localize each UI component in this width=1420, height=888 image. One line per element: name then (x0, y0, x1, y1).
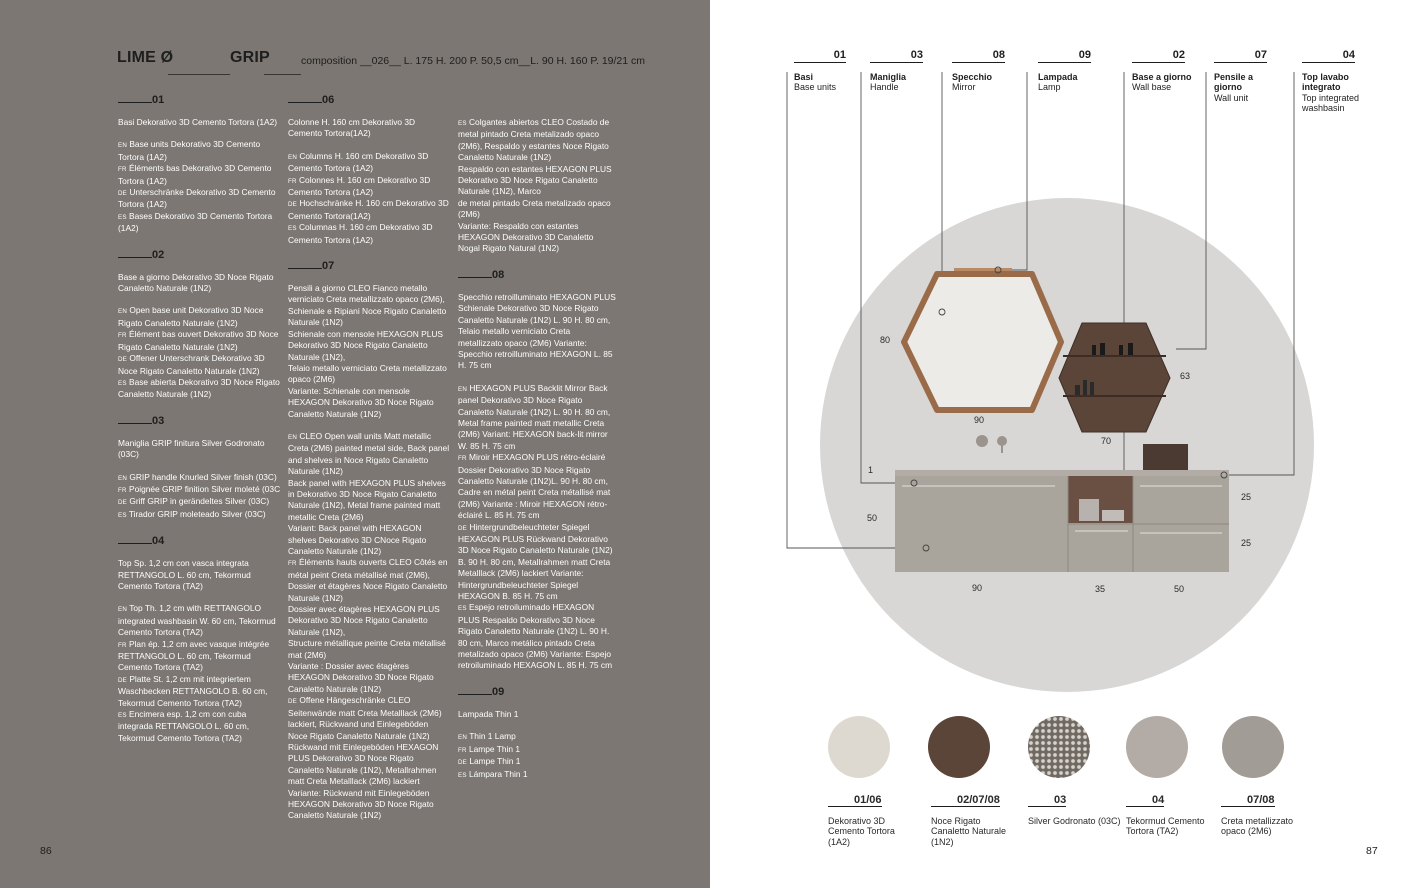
spec-fr: FR Élément bas ouvert Dekorativo 3D Noce Rigato Canaletto Naturale (1N2) (118, 329, 279, 352)
spec-de: DE Hochschränke H. 160 cm Dekorativo 3D Cemento Tortora(1A2) (288, 198, 449, 221)
spec-fr: FR Plan ép. 1,2 cm avec vasque intégrée RETTANGOLO L. 60 cm, Tekormud Cemento Tortora (TA2) (118, 638, 270, 673)
page-number-right: 87 (1366, 845, 1378, 857)
composition-spec: composition __026__ L. 175 H. 200 P. 50,5 cm__L. 90 H. 160 P. 19/21 cm (301, 55, 646, 67)
spec-es: ES Colgantes abiertos CLEO Costado de metal pintado Creta metalizado opaco (2M6), Respaldo y estantes Noce Rigato Canaletto Naturale (1N2) (458, 117, 610, 163)
spec-column-3 (458, 117, 616, 781)
spec-it: Maniglia GRIP finitura Silver Godronato (03C) (118, 437, 265, 460)
dim-unit-height: 63 (1180, 371, 1191, 381)
spec-es: de metal pintado Creta metalizado opaco (2M6) (458, 197, 611, 220)
bottle (1119, 345, 1123, 355)
bottle (1092, 345, 1096, 355)
niche-object (1102, 510, 1124, 521)
swatch-label: 02/07/08 Noce Rigato Canaletto Naturale (1N2) (931, 794, 1007, 847)
swatch-noce-canaletto (928, 716, 990, 778)
tap (976, 435, 988, 447)
spec-de: DE Offene Hängeschränke CLEO Seitenwände matt Creta Metalllack (2M6) lackiert, Rückwand und Einlegeböden Noce Rigato Canaletto Naturale (1N2) Rückwand mit Einlegeböden HEXAGON PLUS Dekorativo 3D Noce Rigato Canaletto Naturale (1N2), Metallrahmen matt Creta Metalllack (2M6) lackiert (288, 695, 442, 787)
hexagon-wall-unit (1059, 323, 1170, 432)
spec-fr: FR Éléments hauts ouverts CLEO Côtés en métal peint Creta métallisé mat (2M6), Dossier et étagères Noce Rigato Canaletto Naturale (1N2) (288, 557, 448, 603)
bottle (1090, 382, 1094, 395)
spec-fr: FR Colonnes H. 160 cm Dekorativo 3D Cemento Tortora (1A2) (288, 174, 431, 198)
spec-it: Base a giorno Dekorativo 3D Noce Rigato Canaletto Naturale (1N2) (118, 271, 274, 294)
spec-en: EN Open base unit Dekorativo 3D Noce Rigato Canaletto Naturale (1N2) (118, 305, 264, 328)
spec-es: ES Encimera esp. 1,2 cm con cuba integrada RETTANGOLO L. 60 cm, Tekormud Cemento Tortora (TA2) (118, 709, 250, 743)
swatch-silver-godronato (1028, 716, 1090, 778)
dim-mirror-width: 90 (974, 415, 985, 425)
spec-es: ES Tirador GRIP moleteado Silver (03C) (118, 508, 266, 519)
label-pensile-a-giorno: 07 Pensile a giorno Wall unit (1214, 49, 1267, 103)
spec-en: EN HEXAGON PLUS Backlit Mirror Back panel Dekorativo 3D Noce Rigato Canaletto Naturale (1N2) L. 90 H. 80 cm, Metal frame painted matt metallic Creta (2M6) Variant: HEXAGON back-lit mirror W. 85 H. 75 cm (458, 382, 611, 451)
heading-rule (118, 102, 152, 103)
label-basi: 01 Basi Base units (794, 49, 846, 92)
section-heading-06: 06 (288, 94, 450, 106)
hexagon-mirror (904, 274, 1061, 410)
dim-drawer-upper: 25 (1241, 492, 1252, 502)
swatch-label: 07/08 Creta metallizzato opaco (2M6) (1221, 794, 1294, 836)
section-heading-08: 08 (458, 269, 616, 281)
swatch-label: 01/06 Dekorativo 3D Cemento Tortora (1A2) (828, 794, 895, 847)
spec-column-2 (288, 94, 450, 822)
spec-es: ES Columnas H. 160 cm Dekorativo 3D Cemento Tortora (1A2) (288, 222, 433, 245)
dim-width-90: 90 (972, 583, 983, 593)
niche-object (1079, 499, 1099, 521)
spec-es: ES Base abierta Dekorativo 3D Noce Rigato Canaletto Naturale (1N2) (118, 376, 280, 400)
swatch-cemento-tortora (828, 716, 890, 778)
swatch-creta-metallizzato (1222, 716, 1284, 778)
spec-en: Back panel with HEXAGON PLUS shelves in Dekorativo 3D Noce Rigato Canaletto Naturale (1N2), Metal frame painted matt metallic Creta (2M6) (288, 477, 446, 522)
spec-en: Variant: Back panel with HEXAGON shelves Dekorativo 3D CNoce Rigato Canaletto Naturale (1N2) (288, 523, 427, 556)
spec-it: Colonne H. 160 cm Dekorativo 3D Cemento Tortora(1A2) (288, 117, 416, 139)
spec-fr: Structure métallique peinte Creta métallisé mat (2M6) (288, 638, 446, 660)
spec-en: EN Columns H. 160 cm Dekorativo 3D Cemento Tortora (1A2) (288, 150, 429, 174)
dim-drawer-lower: 25 (1241, 538, 1252, 548)
spec-en: EN Base units Dekorativo 3D Cemento Tortora (1A2) (118, 139, 261, 162)
spec-de: DE Unterschränke Dekorativo 3D Cemento Tortora (1A2) (118, 187, 276, 210)
label-maniglia: 03 Maniglia Handle (870, 49, 923, 92)
backdrop-circle (820, 198, 1314, 692)
header-rule (264, 74, 301, 75)
bottle (1100, 343, 1105, 355)
tap (1001, 441, 1003, 453)
spec-de: DE Platte St. 1,2 cm mit integriertem Waschbecken RETTANGOLO B. 60 cm, Tekormud Cemento Tortora (TA2) (118, 673, 268, 708)
section-heading-02: 02 (118, 249, 283, 261)
spec-de: DE Lampe Thin 1 (458, 756, 521, 767)
label-top-lavabo: 04 Top lavabo integrato Top integrated washbasin (1302, 49, 1360, 113)
label-specchio: 08 Specchio Mirror (952, 49, 1005, 92)
section-heading-04: 04 (118, 535, 283, 547)
spec-it: Top Sp. 1,2 cm con vasca integrata RETTANGOLO L. 60 cm, Tekormud Cemento Tortora (TA2) (118, 558, 251, 591)
bottle (1128, 343, 1133, 355)
swatch-label: 03 Silver Godronato (03C) (1028, 794, 1121, 826)
product-name-lime: LIME Ø (117, 49, 174, 66)
spec-de: Variante: Rückwand mit Einlegeböden HEXAGON Dekorativo 3D Noce Rigato Canaletto Naturale (1N2) (288, 787, 434, 821)
product-name-grip: GRIP (230, 49, 270, 66)
section-heading-01: 01 (118, 94, 283, 106)
dim-top: 1 (868, 465, 874, 475)
integrated-top (895, 470, 1229, 476)
spec-fr: FR Éléments bas Dekorativo 3D Cemento Tortora (1A2) (118, 163, 272, 186)
spec-en: EN Thin 1 Lamp (458, 731, 516, 742)
spec-it: Specchio retroilluminato HEXAGON PLUS Schienale Dekorativo 3D Noce Rigato Canaletto Naturale (1N2) L. 90 H. 80 cm, Telaio metallo verniciato Creta metallizzato opaco (2M6) Variante: Specchio retroilluminato HEXAGON L. 85 H. 75 cm (458, 291, 616, 371)
right-page (710, 0, 1420, 888)
spec-fr: Dossier avec étagères HEXAGON PLUS Dekorativo 3D Noce Rigato Canaletto Naturale (1N2), (288, 604, 440, 637)
dim-unit-width: 70 (1101, 436, 1112, 446)
swatch-tekormud-tortora (1126, 716, 1188, 778)
spec-en: EN GRIP handle Knurled Silver finish (03C) (118, 471, 277, 482)
spec-column-1 (118, 94, 283, 744)
bottle (1083, 380, 1087, 395)
label-base-a-giorno: 02 Base a giorno Wall base (1132, 49, 1192, 92)
spec-fr: Variante : Dossier avec étagères HEXAGON Dekorativo 3D Noce Rigato Canaletto Naturale (1N2) (288, 661, 434, 694)
section-heading-09: 09 (458, 686, 616, 698)
spec-es: ES Espejo retroiluminado HEXAGON PLUS Respaldo Dekorativo 3D Noce Rigato Canaletto Naturale (1N2) L. 90 H. 80 cm, Marco metálico pintado Creta metalizado opaco (2M6) Variante: Espejo retroiluminado HEXAGON L. 85 H. 75 cm (458, 602, 613, 671)
dim-mirror-height: 80 (880, 335, 891, 345)
spec-es: Respaldo con estantes HEXAGON PLUS Dekorativo 3D Noce Rigato Canaletto Naturale (1N2), Marco (458, 163, 612, 197)
spec-fr: FR Lampe Thin 1 (458, 743, 521, 754)
spec-de: DE Griff GRIP in gerändeltes Silver (03C) (118, 496, 270, 507)
swatch-label: 04 Tekormud Cemento Tortora (TA2) (1126, 794, 1205, 836)
label-lampada: 09 Lampada Lamp (1038, 49, 1091, 92)
spec-it: Pensili a giorno CLEO Fianco metallo verniciato Creta metallizzato opaco (2M6), Schienale e Ripiani Noce Rigato Canaletto Naturale (1N2) (288, 283, 447, 328)
spec-it: Telaio metallo verniciato Creta metallizzato opaco (2M6) (288, 362, 447, 385)
spec-it: Lampada Thin 1 (458, 708, 519, 719)
spec-es: Variante: Respaldo con estantes HEXAGON Dekorativo 3D Canaletto Nogal Rigato Natural (1N2) (458, 220, 594, 254)
spec-it: Schienale con mensole HEXAGON PLUS Dekorativo 3D Noce Rigato Canaletto Naturale (1N2), (288, 328, 444, 362)
page-number-left: 86 (40, 845, 52, 857)
spec-es: ES Lámpara Thin 1 (458, 768, 528, 779)
spec-fr: FR Miroir HEXAGON PLUS rétro-éclairé Dossier Dekorativo 3D Noce Rigato Canaletto Naturale (1N2)L. 90 H. 80 cm, Cadre en métal peint Creta métallisé mat (2M6) Variante : Miroir HEXAGON rétro-éclairé L. 85 H. 75 cm (458, 452, 611, 521)
spec-es: ES Bases Dekorativo 3D Cemento Tortora (1A2) (118, 210, 273, 234)
dim-base-height: 50 (867, 513, 878, 523)
header-rule (168, 74, 230, 75)
section-heading-07: 07 (288, 260, 450, 272)
spec-it: Basi Dekorativo 3D Cemento Tortora (1A2) (118, 117, 278, 127)
spec-de: DE Offener Unterschrank Dekorativo 3D Noce Rigato Canaletto Naturale (1N2) (118, 353, 265, 376)
mirror-lamp (954, 268, 1012, 271)
dim-width-50: 50 (1174, 584, 1185, 594)
spec-fr: FR Poignée GRIP finition Silver moleté (03C (118, 483, 281, 494)
spec-it: Variante: Schienale con mensole HEXAGON Dekorativo 3D Noce Rigato Canaletto Naturale (1N2) (288, 385, 434, 419)
spec-de: DE Hintergrundbeleuchteter Spiegel HEXAGON PLUS Rückwand Dekorativo 3D Noce Rigato Canaletto Naturale (1N2) B. 90 H. 80 cm, Metallrahmen matt Creta Metalllack (2M6) lackiert Variante: Hintergrundbeleuchteter Spiegel HEXAGON B. 85 H. 75 cm (458, 521, 613, 602)
section-heading-03: 03 (118, 415, 283, 427)
spec-en: EN Top Th. 1,2 cm with RETTANGOLO integrated washbasin W. 60 cm, Tekormud Cemento Tortora (TA2) (118, 603, 276, 638)
spec-en: EN CLEO Open wall units Matt metallic Creta (2M6) painted metal side, Back panel and shelves in Noce Rigato Canaletto Naturale (1N2) (288, 430, 450, 477)
decor-box (1143, 444, 1188, 470)
bottle (1075, 385, 1080, 395)
dim-width-35: 35 (1095, 584, 1106, 594)
